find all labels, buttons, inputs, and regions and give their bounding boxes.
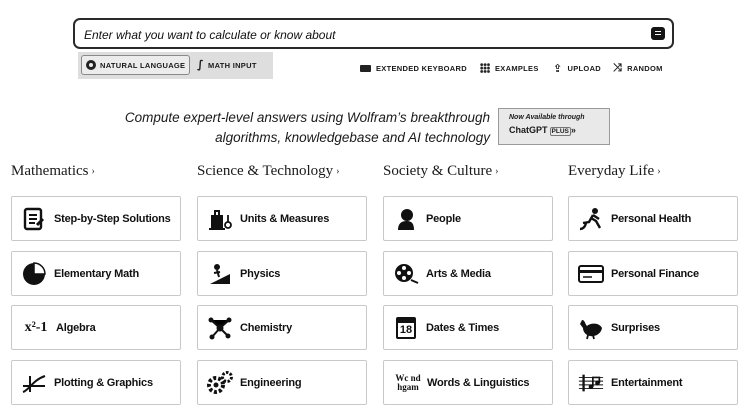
promo-line-2: algorithms, knowledgebase and AI technology	[215, 130, 490, 145]
card-label: Dates & Times	[426, 321, 500, 334]
category-title: Science & Technology	[197, 163, 334, 179]
music-icon	[578, 370, 604, 396]
card-algebra[interactable]	[11, 305, 181, 350]
card-label: Plotting & Graphics	[54, 376, 153, 389]
chevron-right-icon: ›	[657, 166, 661, 177]
search-input[interactable]	[84, 26, 644, 44]
card-elementary-math[interactable]	[11, 251, 181, 296]
card-label: Personal Health	[611, 212, 692, 225]
badge-arrow: »	[570, 125, 576, 135]
calendar-day: 18	[399, 323, 413, 336]
person-icon	[393, 206, 419, 232]
category-society-culture[interactable]	[383, 163, 499, 180]
upload-icon: ⇪	[553, 61, 563, 75]
chevron-right-icon: ›	[336, 166, 340, 177]
card-people[interactable]	[383, 196, 553, 241]
pie-chart-icon	[21, 261, 47, 287]
badge-plus: PLUS	[551, 128, 569, 135]
category-title: Mathematics	[11, 163, 89, 179]
card-label: Physics	[240, 267, 281, 280]
card-label: Chemistry	[240, 321, 292, 334]
category-mathematics[interactable]	[11, 163, 95, 180]
chatgpt-badge[interactable]	[498, 108, 610, 145]
badge-line-1: Now Available through	[509, 114, 585, 121]
promo-line-1: Compute expert-level answers using Wolfram’s breakthrough	[124, 110, 490, 125]
card-physics[interactable]	[197, 251, 367, 296]
extended-keyboard-button[interactable]	[360, 60, 467, 76]
natural-language-label: NATURAL LANGUAGE	[100, 60, 186, 70]
chevron-right-icon: ›	[495, 166, 499, 177]
random-button[interactable]	[613, 60, 663, 76]
card-label: Arts & Media	[426, 267, 491, 280]
chevron-right-icon: ›	[91, 166, 95, 177]
shuffle-icon: ⤨	[613, 61, 623, 74]
card-engineering[interactable]	[197, 360, 367, 405]
gear-icon	[86, 60, 96, 70]
scale-icon	[207, 206, 233, 232]
random-label: RANDOM	[627, 63, 663, 73]
plot-icon	[21, 370, 47, 396]
molecule-icon	[207, 315, 233, 341]
natural-language-button[interactable]	[81, 55, 190, 75]
card-personal-finance[interactable]	[568, 251, 738, 296]
keyboard-icon	[360, 65, 371, 72]
category-science-technology[interactable]	[197, 163, 339, 180]
card-label: Units & Measures	[240, 212, 330, 225]
runner-icon	[578, 206, 604, 232]
upload-label: UPLOAD	[567, 63, 601, 73]
card-label: Personal Finance	[611, 267, 699, 280]
grid-icon	[480, 63, 490, 73]
card-label: People	[426, 212, 461, 225]
step-solutions-icon	[21, 206, 47, 232]
card-label: Step-by-Step Solutions	[54, 212, 171, 225]
card-plotting-graphics[interactable]	[11, 360, 181, 405]
card-label: Words & Linguistics	[427, 376, 530, 389]
input-mode-toggle	[78, 52, 273, 79]
badge-chatgpt: ChatGPT	[509, 125, 548, 135]
credit-card-icon	[578, 261, 604, 287]
category-everyday-life[interactable]	[568, 163, 661, 180]
category-title: Society & Culture	[383, 163, 493, 179]
card-label: Elementary Math	[54, 267, 140, 280]
examples-button[interactable]	[480, 60, 539, 76]
card-words-linguistics[interactable]	[383, 360, 553, 405]
examples-label: EXAMPLES	[495, 63, 539, 73]
card-units-measures[interactable]	[197, 196, 367, 241]
card-label: Entertainment	[611, 376, 683, 389]
search-box[interactable]	[73, 18, 674, 49]
card-arts-media[interactable]	[383, 251, 553, 296]
card-label: Surprises	[611, 321, 660, 334]
math-input-label: MATH INPUT	[208, 60, 257, 70]
card-step-by-step-solutions[interactable]	[11, 196, 181, 241]
card-entertainment[interactable]	[568, 360, 738, 405]
card-dates-times[interactable]	[383, 305, 553, 350]
extended-keyboard-label: EXTENDED KEYBOARD	[376, 63, 467, 73]
film-reel-icon	[393, 261, 419, 287]
gears-icon	[207, 370, 233, 396]
algebra-icon: x²-1	[24, 319, 48, 335]
card-label: Engineering	[240, 376, 302, 389]
chicken-icon	[578, 315, 604, 341]
card-surprises[interactable]	[568, 305, 738, 350]
badge-line-2	[509, 125, 609, 135]
physics-icon	[207, 261, 233, 287]
card-personal-health[interactable]	[568, 196, 738, 241]
promo-text	[120, 108, 490, 148]
math-input-button[interactable]	[194, 55, 260, 75]
card-chemistry[interactable]	[197, 305, 367, 350]
calendar-icon	[393, 315, 419, 341]
category-title: Everyday Life	[568, 163, 655, 179]
card-label: Algebra	[56, 321, 96, 334]
submit-icon[interactable]	[651, 27, 665, 40]
math-input-icon: ∫	[197, 58, 205, 71]
words-icon: Wc nd hgam	[395, 372, 421, 392]
upload-button[interactable]	[553, 60, 601, 76]
